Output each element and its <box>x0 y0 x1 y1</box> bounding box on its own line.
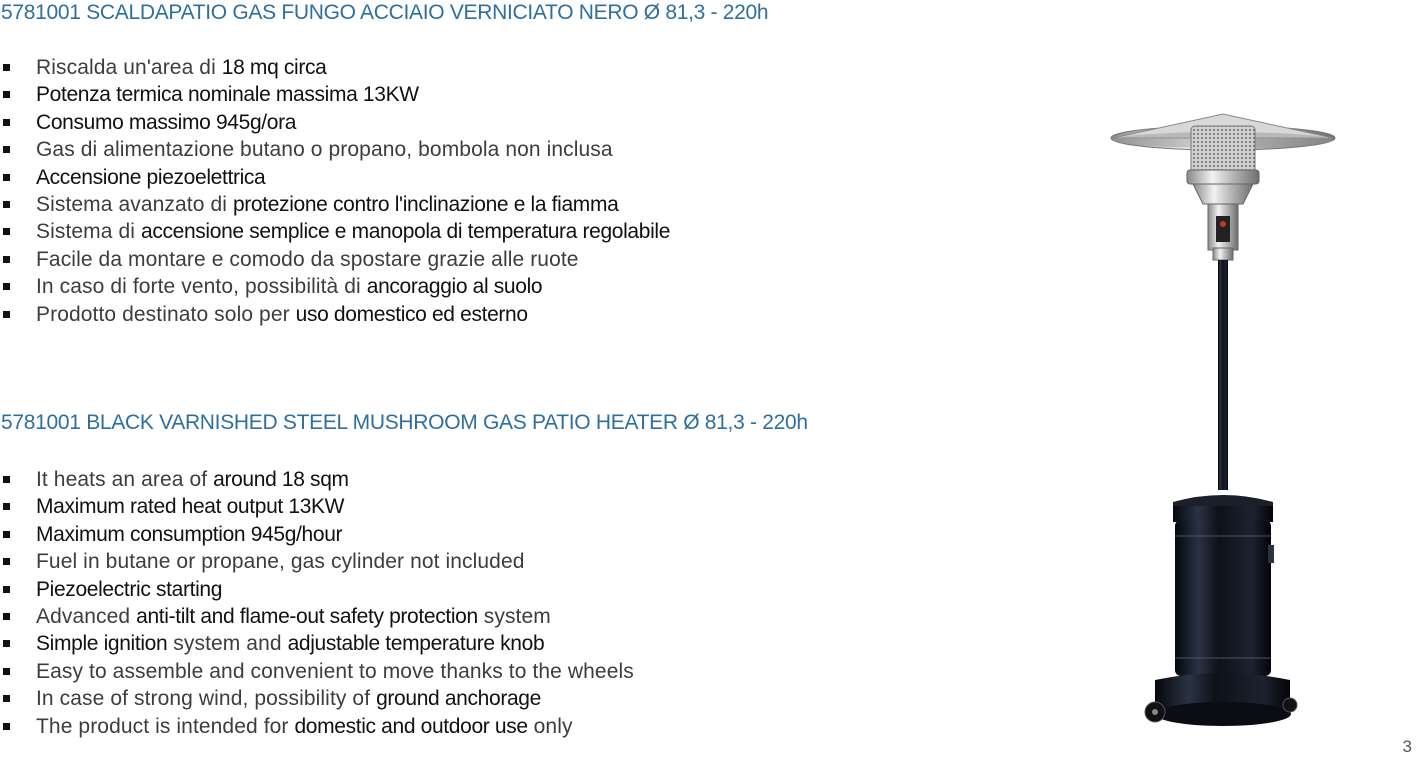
item-text: Easy to assemble and convenient to move thanks to the wheels <box>36 659 634 683</box>
item-highlight: protezione contro l'inclinazione e la fiamma <box>232 192 619 216</box>
item-text: Facile da montare e comodo da spostare grazie alle ruote <box>36 247 579 271</box>
list-item <box>0 191 768 218</box>
list-item <box>0 164 768 191</box>
list-item <box>0 603 808 630</box>
item-highlight: anti-tilt and flame-out safety protection <box>136 604 478 628</box>
item-highlight: Potenza termica nominale massima 13KW <box>36 83 419 107</box>
list-item <box>0 713 808 740</box>
item-highlight: Accensione piezoelettrica <box>36 165 266 189</box>
item-highlight: Maximum consumption 945g/hour <box>36 522 343 546</box>
list-item <box>0 466 808 493</box>
patio-heater-image <box>1100 100 1350 745</box>
list-item <box>0 548 808 575</box>
item-highlight: around 18 sqm <box>213 468 349 491</box>
tank-housing <box>1155 495 1291 726</box>
list-item <box>0 301 768 328</box>
list-item <box>0 54 768 81</box>
item-highlight: ancoraggio al suolo <box>366 275 543 299</box>
item-text: Sistema di <box>36 220 141 244</box>
item-highlight: Maximum rated heat output 13KW <box>36 495 345 519</box>
list-item <box>0 685 808 712</box>
heater-pole <box>1218 260 1228 490</box>
item-text-tail: system <box>477 604 551 628</box>
wheel-icon <box>1145 702 1165 722</box>
list-item <box>0 273 768 300</box>
english-feature-list <box>0 466 808 740</box>
item-text: In case of strong wind, possibility of <box>36 687 377 711</box>
english-title: 5781001 BLACK VARNISHED STEEL MUSHROOM GAS PATIO HEATER Ø 81,3 - 220h <box>1 411 808 434</box>
item-highlight: domestic and outdoor use <box>294 714 528 738</box>
item-text: Gas di alimentazione butano o propano, bombola non inclusa <box>36 138 613 162</box>
item-text: Fuel in butane or propane, gas cylinder not included <box>36 550 525 574</box>
list-item <box>0 218 768 245</box>
item-text: Advanced <box>36 604 137 628</box>
list-item <box>0 493 808 520</box>
list-item <box>0 630 808 657</box>
list-item <box>0 109 768 136</box>
item-highlight: uso domestico ed esterno <box>295 302 528 326</box>
item-highlight: Piezoelectric starting <box>36 577 223 601</box>
item-text: It heats an area of <box>36 468 214 491</box>
italian-feature-list <box>0 54 768 328</box>
wheel-icon <box>1283 698 1297 712</box>
item-highlight: Consumo massimo 945g/ora <box>36 110 297 134</box>
item-text: In caso di forte vento, possibilità di <box>36 275 367 299</box>
item-text: Riscalda un'area di <box>36 56 222 79</box>
list-item <box>0 576 808 603</box>
item-highlight-2: adjustable temperature knob <box>287 632 545 656</box>
list-item <box>0 81 768 108</box>
list-item <box>0 658 808 685</box>
italian-title: 5781001 SCALDAPATIO GAS FUNGO ACCIAIO VERNICIATO NERO Ø 81,3 - 220h <box>1 1 769 24</box>
italian-section <box>0 0 768 328</box>
list-item <box>0 521 808 548</box>
page-number: 3 <box>1402 737 1412 756</box>
item-highlight: ground anchorage <box>376 687 541 711</box>
item-text-tail: system and <box>167 632 288 656</box>
burner-head <box>1187 126 1259 260</box>
item-highlight: Simple ignition <box>36 632 168 656</box>
item-text-tail: only <box>527 714 573 738</box>
item-highlight: accensione semplice e manopola di temperatura regolabile <box>140 220 671 244</box>
item-highlight: 18 mq circa <box>221 56 327 79</box>
item-text: Sistema avanzato di <box>36 192 233 216</box>
list-item <box>0 136 768 163</box>
item-text: The product is intended for <box>36 714 295 738</box>
item-text: Prodotto destinato solo per <box>36 302 296 326</box>
english-section <box>0 410 808 740</box>
list-item <box>0 246 768 273</box>
